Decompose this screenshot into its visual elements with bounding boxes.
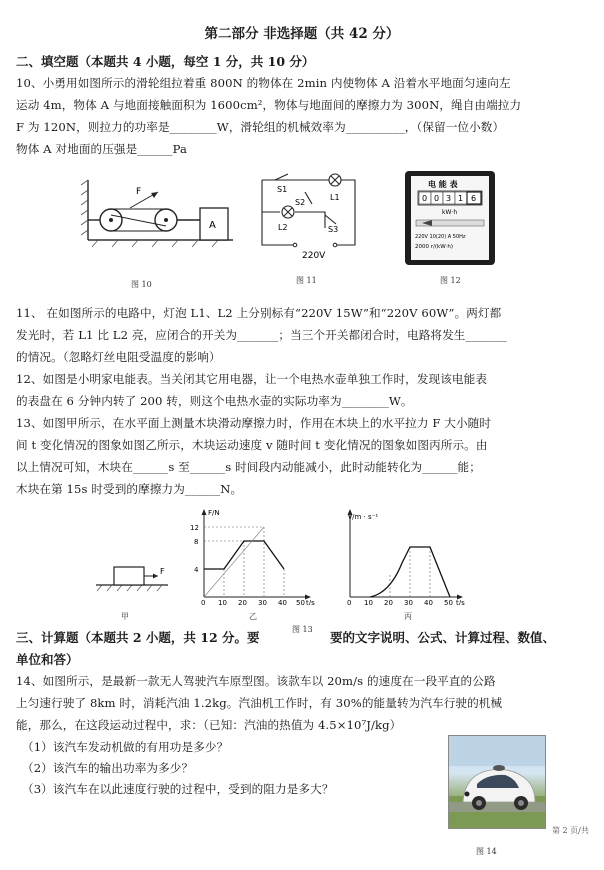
yi-xlabel: t/s: [306, 599, 315, 605]
q14-sub-3: （3）该汽车在以此速度行驶的过程中，受到的阻力是多大？: [22, 782, 334, 796]
switch-s2: [305, 192, 312, 204]
bing-xlabel: t/s: [456, 599, 465, 605]
q10-line-2: 运动 4m，物体 A 与地面接触面积为 1600cm²，物体与地面间的摩擦力为 300N，绳自由端拉力: [16, 98, 522, 112]
label-s2: S2: [295, 198, 306, 207]
bing-label: 丙: [404, 612, 412, 621]
figure-13-jia: [92, 555, 172, 597]
jia-force-label: F: [160, 567, 165, 576]
q12-line-2: 的表盘在 6 分钟内转了 200 转，则这个电热水壶的实际功率为________W。: [16, 394, 413, 408]
q14-line-1: 14、如图所示，是最新一款无人驾驶汽车原型图。该款车以 20m/s 的速度在一段平直的公路: [16, 674, 496, 688]
q12-line-1: 12、如图是小明家电能表。当关闭其它用电器，让一个电热水壶单独工作时，发现该电能表: [16, 372, 488, 386]
bing-xtick: 40: [424, 599, 433, 605]
meter-title: 电 能 表: [428, 180, 458, 189]
fig10-force-label: F: [136, 187, 142, 197]
q13-line-1: 13、如图甲所示，在水平面上测量木块滑动摩擦力时，作用在木块上的水平拉力 F 大小随时: [16, 416, 492, 430]
yi-xtick: 50: [296, 599, 305, 605]
switch-s3: [325, 215, 336, 224]
figure-11-circuit: [250, 170, 365, 260]
yi-xtick: 30: [258, 599, 267, 605]
label-l1: L1: [330, 193, 340, 202]
yi-ytick: 4: [194, 566, 199, 574]
figure-12-energy-meter: [404, 170, 496, 266]
q14-line-2: 上匀速行驶了 8km 时，消耗汽油 1.2kg。汽油机工作时，有 30%的能量转为汽车行驶的机械: [16, 696, 503, 710]
yi-xtick: 10: [218, 599, 227, 605]
label-s3: S3: [328, 225, 339, 234]
section-heading-calc-cont: 要的文字说明、公式、计算过程、数值、: [330, 630, 556, 645]
yi-ylabel: F/N: [208, 509, 220, 517]
yi-label: 乙: [249, 612, 257, 621]
q13-line-4: 木块在第 15s 时受到的摩擦力为______N。: [16, 482, 243, 496]
bing-xtick: 0: [347, 599, 352, 605]
meter-unit: kW·h: [442, 209, 458, 216]
switch-s1: [275, 174, 288, 180]
q14-sub-2: （2）该汽车的输出功率为多少？: [22, 761, 194, 775]
figure-13-caption: 图 13: [292, 625, 313, 634]
q14-line-3: 能，那么，在这段运动过程中，求：（已知：汽油的热值为 4.5×10⁷J/kg）: [16, 718, 402, 732]
q11-line-3: 的情况。（忽略灯丝电阻受温度的影响）: [16, 350, 221, 364]
q14-sub-1: （1）该汽车发动机做的有用功是多少？: [22, 740, 229, 754]
figure-13-yi-graph: [180, 505, 320, 605]
bing-ylabel: v/m · s⁻¹: [348, 513, 379, 521]
yi-xtick: 0: [201, 599, 206, 605]
q11-line-2: 发光时，若 L1 比 L2 亮，应闭合的开关为_______；当三个开关都闭合时，电路将发生_______: [16, 328, 507, 342]
figure-11-caption: 图 11: [296, 276, 317, 285]
figure-10-pulley: [78, 170, 238, 250]
meter-digit: 1: [458, 194, 464, 203]
voltage-label: 220V: [302, 251, 326, 260]
page-number: 第 2 页/共: [552, 826, 589, 835]
figure-13-bing-graph: [336, 505, 476, 605]
part-title: 第二部分 非选择题（共 42 分）: [204, 26, 400, 42]
bing-xtick: 20: [384, 599, 393, 605]
figure-14-car-photo: [448, 735, 546, 829]
q10-line-4: 物体 A 对地面的压强是______Pa: [16, 142, 188, 156]
bing-xtick: 50: [444, 599, 453, 605]
q10-line-1: 10、小勇用如图所示的滑轮组拉着重 800N 的物体在 2min 内使物体 A 沿着水平地面匀速向左: [16, 76, 511, 90]
meter-digit: 3: [446, 194, 452, 203]
wood-block: [114, 567, 144, 585]
label-s1: S1: [277, 185, 288, 194]
q13-line-3: 以上情况可知，木块在______s 至______s 时间段内动能减小，此时动能转化为______能；: [16, 460, 481, 474]
bing-xtick: 10: [364, 599, 373, 605]
meter-digit: 0: [434, 194, 440, 203]
yi-xtick: 20: [238, 599, 247, 605]
section-heading-calc-end: 单位和答）: [16, 652, 79, 667]
meter-digit: 0: [422, 194, 428, 203]
label-l2: L2: [278, 223, 288, 232]
yi-xtick: 40: [278, 599, 287, 605]
meter-digit: 6: [471, 194, 477, 203]
meter-spec-2: 2000 r/(kW·h): [415, 244, 454, 250]
figure-14-caption: 图 14: [476, 847, 497, 856]
figure-10-caption: 图 10: [131, 280, 152, 289]
meter-spec-1: 220V 10(20) A 50Hz: [415, 234, 466, 240]
yi-ytick: 8: [194, 538, 199, 546]
yi-diagonal: [204, 527, 264, 597]
section-heading-calc: 三、计算题（本题共 2 小题，共 12 分。要: [16, 630, 260, 645]
figure-12-caption: 图 12: [440, 276, 461, 285]
section-heading-fill-blank: 二、填空题（本题共 4 小题，每空 1 分，共 10 分）: [16, 54, 315, 69]
q13-line-2: 间 t 变化情况的图象如图乙所示，木块运动速度 v 随时间 t 变化情况的图象如图丙所示。由: [16, 438, 488, 452]
q10-line-3: F 为 120N，则拉力的功率是________W，滑轮组的机械效率为__________，（保留一位小数）: [16, 120, 505, 134]
fig10-block-label: A: [209, 220, 216, 231]
yi-ytick: 12: [190, 524, 199, 532]
q11-line-1: 11、 在如图所示的电路中，灯泡 L1、L2 上分别标有“220V 15W”和“220V 60W”。两灯都: [16, 306, 502, 320]
jia-label: 甲: [121, 612, 129, 621]
bing-xtick: 30: [404, 599, 413, 605]
